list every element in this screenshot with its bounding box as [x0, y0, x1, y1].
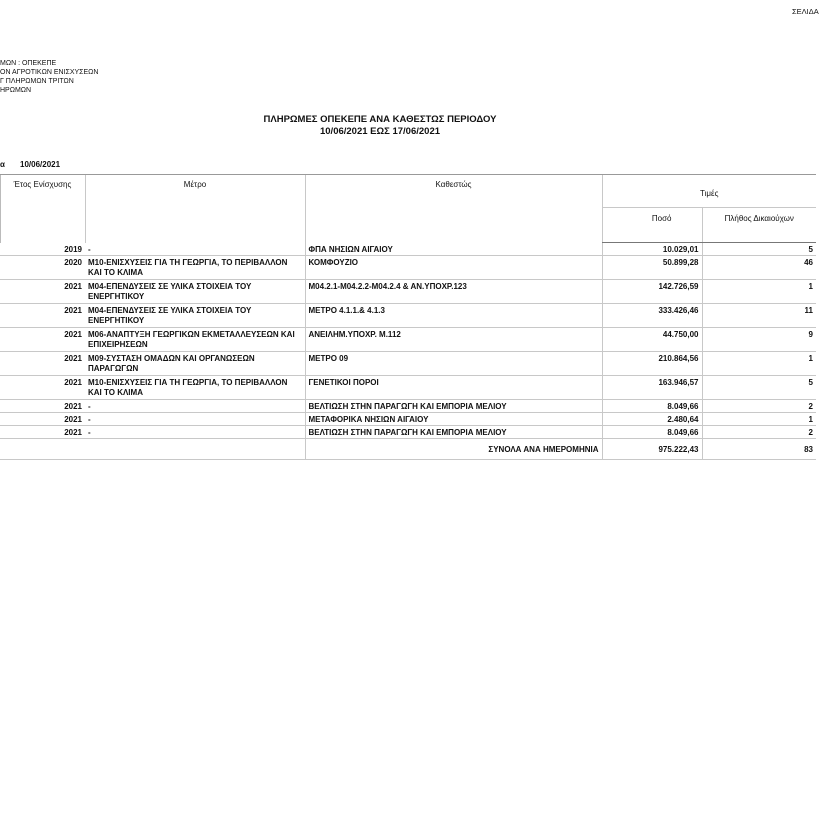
row-measure: - [85, 426, 305, 439]
row-count: 5 [702, 243, 816, 256]
row-year: 2021 [0, 400, 85, 413]
table-row [0, 352, 816, 376]
row-scheme: ΒΕΛΤΙΩΣΗ ΣΤΗΝ ΠΑΡΑΓΩΓΗ ΚΑΙ ΕΜΠΟΡΙΑ ΜΕΛΙΟΥ [305, 426, 602, 439]
row-measure: - [85, 243, 305, 256]
row-count: 2 [702, 400, 816, 413]
org-line-4: ΗΡΩΜΩΝ [0, 87, 32, 94]
table-row [0, 376, 816, 400]
row-measure: Μ09-ΣΥΣΤΑΣΗ ΟΜΑΔΩΝ ΚΑΙ ΟΡΓΑΝΩΣΕΩΝ ΠΑΡΑΓΩΓΩΝ [85, 352, 305, 376]
page-label: ΣΕΛΙΔΑ [792, 7, 819, 16]
table-row [0, 426, 816, 439]
row-year: 2021 [0, 280, 85, 304]
org-line-1: ΜΩΝ : ΟΠΕΚΕΠΕ [0, 60, 57, 67]
table-row [0, 400, 816, 413]
row-year: 2021 [0, 304, 85, 328]
table-row [0, 256, 816, 280]
row-measure: Μ04-ΕΠΕΝΔΥΣΕΙΣ ΣΕ ΥΛΙΚΑ ΣΤΟΙΧΕΙΑ ΤΟΥ ΕΝΕΡΓΗΤΙΚΟΥ [85, 280, 305, 304]
year-header: Έτος Ενίσχυσης [0, 175, 85, 243]
row-year: 2021 [0, 352, 85, 376]
row-scheme: ΑΝΕΙΛΗΜ.ΥΠΟΧΡ. Μ.112 [305, 328, 602, 352]
row-measure: Μ10-ΕΝΙΣΧΥΣΕΙΣ ΓΙΑ ΤΗ ΓΕΩΡΓΙΑ, ΤΟ ΠΕΡΙΒΑΛΛΟΝ ΚΑΙ ΤΟ ΚΛΙΜΑ [85, 376, 305, 400]
row-measure: Μ06-ΑΝΑΠΤΥΞΗ ΓΕΩΡΓΙΚΩΝ ΕΚΜΕΤΑΛΛΕΥΣΕΩΝ ΚΑΙ ΕΠΙΧΕΙΡΗΣΕΩΝ [85, 328, 305, 352]
row-year: 2020 [0, 256, 85, 280]
row-amount: 333.426,46 [602, 304, 702, 328]
row-amount: 50.899,28 [602, 256, 702, 280]
row-amount: 2.480,64 [602, 413, 702, 426]
org-line-2: ΟΝ ΑΓΡΟΤΙΚΩΝ ΕΝΙΣΧΥΣΕΩΝ [0, 69, 99, 76]
table-row [0, 413, 816, 426]
row-year: 2021 [0, 426, 85, 439]
row-scheme: ΒΕΛΤΙΩΣΗ ΣΤΗΝ ΠΑΡΑΓΩΓΗ ΚΑΙ ΕΜΠΟΡΙΑ ΜΕΛΙΟΥ [305, 400, 602, 413]
totals-row [0, 439, 816, 460]
row-count: 1 [702, 352, 816, 376]
row-amount: 142.726,59 [602, 280, 702, 304]
row-count: 9 [702, 328, 816, 352]
row-measure: - [85, 413, 305, 426]
row-amount: 44.750,00 [602, 328, 702, 352]
row-year: 2021 [0, 376, 85, 400]
row-amount: 210.864,56 [602, 352, 702, 376]
totals-count: 83 [702, 439, 816, 460]
row-year: 2019 [0, 243, 85, 256]
org-line-3: Γ ΠΛΗΡΩΜΩΝ ΤΡΙΤΩΝ [0, 78, 74, 85]
totals-label: ΣΥΝΟΛΑ ΑΝΑ ΗΜΕΡΟΜΗΝΙΑ [305, 439, 602, 460]
measure-header: Μέτρο [85, 175, 305, 243]
row-year: 2021 [0, 413, 85, 426]
table-row [0, 328, 816, 352]
row-scheme: ΦΠΑ ΝΗΣΙΩΝ ΑΙΓΑΙΟΥ [305, 243, 602, 256]
date-value: 10/06/2021 [20, 160, 61, 169]
row-count: 5 [702, 376, 816, 400]
row-count: 1 [702, 280, 816, 304]
totals-amount: 975.222,43 [602, 439, 702, 460]
scheme-header: Καθεστώς [305, 175, 602, 243]
row-measure: - [85, 400, 305, 413]
header-row-1 [0, 175, 816, 208]
row-count: 1 [702, 413, 816, 426]
row-scheme: ΜΕΤΡΟ 09 [305, 352, 602, 376]
row-measure: Μ10-ΕΝΙΣΧΥΣΕΙΣ ΓΙΑ ΤΗ ΓΕΩΡΓΙΑ, ΤΟ ΠΕΡΙΒΑΛΛΟΝ ΚΑΙ ΤΟ ΚΛΙΜΑ [85, 256, 305, 280]
row-scheme: ΜΕΤΑΦΟΡΙΚΑ ΝΗΣΙΩΝ ΑΙΓΑΙΟΥ [305, 413, 602, 426]
row-scheme: ΓΕΝΕΤΙΚΟΙ ΠΟΡΟΙ [305, 376, 602, 400]
amount-header: Ποσό [602, 208, 702, 243]
row-scheme: ΚΟΜΦΟΥΖΙΟ [305, 256, 602, 280]
row-amount: 163.946,57 [602, 376, 702, 400]
table-row [0, 280, 816, 304]
row-amount: 8.049,66 [602, 426, 702, 439]
report-title: ΠΛΗΡΩΜΕΣ ΟΠΕΚΕΠΕ ΑΝΑ ΚΑΘΕΣΤΩΣ ΠΕΡΙΟΔΟΥ [263, 114, 497, 125]
table-row [0, 304, 816, 328]
row-amount: 10.029,01 [602, 243, 702, 256]
date-label: α [0, 160, 5, 169]
payments-table [0, 174, 816, 460]
row-scheme: Μ04.2.1-Μ04.2.2-Μ04.2.4 & ΑΝ.ΥΠΟΧΡ.123 [305, 280, 602, 304]
row-count: 2 [702, 426, 816, 439]
values-header: Τιμές [602, 175, 816, 208]
row-count: 11 [702, 304, 816, 328]
row-amount: 8.049,66 [602, 400, 702, 413]
report-period: 10/06/2021 ΕΩΣ 17/06/2021 [319, 126, 441, 137]
table-row [0, 243, 816, 256]
row-measure: Μ04-ΕΠΕΝΔΥΣΕΙΣ ΣΕ ΥΛΙΚΑ ΣΤΟΙΧΕΙΑ ΤΟΥ ΕΝΕΡΓΗΤΙΚΟΥ [85, 304, 305, 328]
count-header: Πλήθος Δικαιούχων [702, 208, 816, 243]
row-year: 2021 [0, 328, 85, 352]
row-count: 46 [702, 256, 816, 280]
row-scheme: ΜΕΤΡΟ 4.1.1.& 4.1.3 [305, 304, 602, 328]
